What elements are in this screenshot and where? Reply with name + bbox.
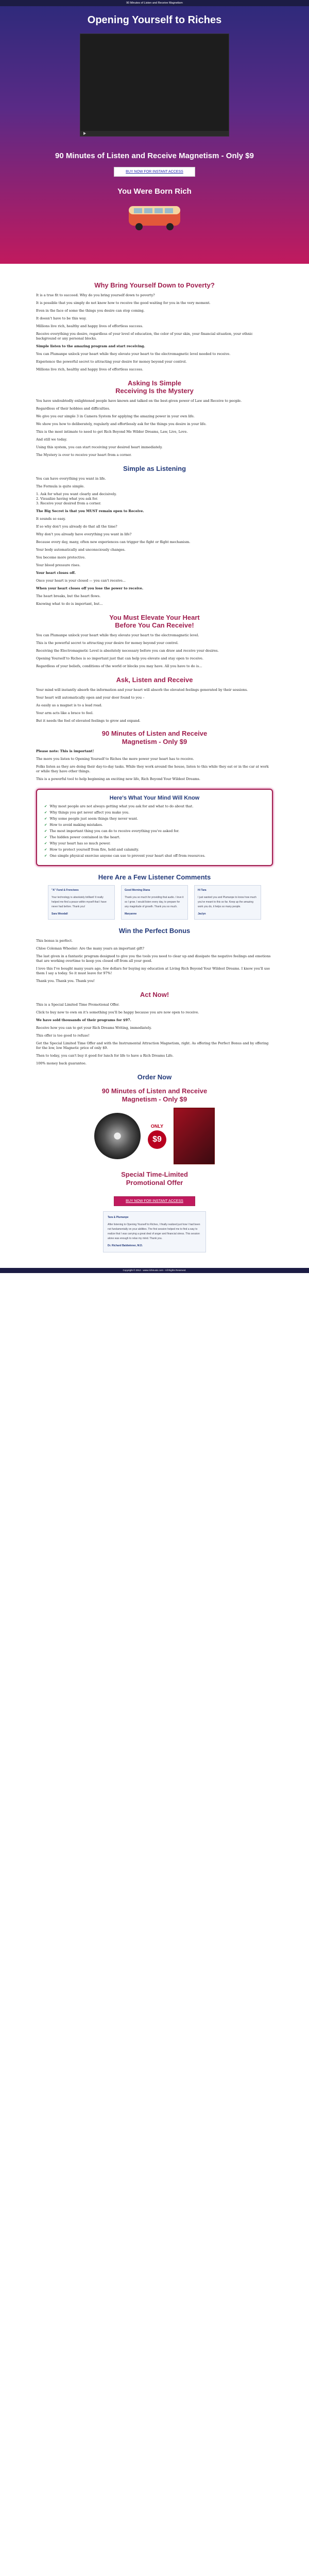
offer-title: 90 Minutes of Listen and Receive Magnetism - Only $9 bbox=[55, 151, 254, 160]
listening-title: Simple as Listening bbox=[123, 465, 186, 472]
bonus-title: Win the Perfect Bonus bbox=[118, 927, 191, 935]
paragraph: And still we today. bbox=[36, 437, 67, 442]
benefit-item: ✔ Why things you get never affect you make you. bbox=[44, 810, 130, 815]
page-title: Opening Yourself to Riches bbox=[87, 14, 222, 26]
product-row bbox=[36, 1108, 273, 1164]
benefits-box bbox=[36, 789, 273, 866]
checkmark-icon: ✔ bbox=[44, 817, 47, 821]
paragraph: Receive how you can to get your Rich Dreams Writing, immediately. bbox=[36, 1026, 152, 1030]
benefit-item: ✔ How to protect yourself from fire, hold and calamity. bbox=[44, 848, 139, 852]
paragraph: Click to buy now to own on it's something you'll be happy because you are now open to receive. bbox=[36, 1010, 199, 1014]
paragraph: Opening Yourself to Riches is so important just that can help you elevate and stay open to receive. bbox=[36, 656, 203, 660]
paragraph: But it needs the feel of elevated feelings to grow and expand. bbox=[36, 719, 141, 723]
benefit-item: ✔ Why your heart has so much power. bbox=[44, 841, 111, 845]
paragraph: It is possible that you simply do not know how to receive the good waiting for you in the very moment. bbox=[36, 301, 211, 305]
paragraph: Knowing what to do is important, but... bbox=[36, 602, 103, 606]
paragraph: Experience the powerful secret to attracting your desire for money beyond your control. bbox=[36, 360, 187, 364]
benefit-item: ✔ The most important thing you can do to receive everything you've asked for. bbox=[44, 829, 180, 833]
price-badge bbox=[148, 1124, 166, 1149]
order-offer: 90 Minutes of Listen and Receive Magnetism - Only $9 bbox=[101, 1087, 208, 1103]
paragraph: Even in the face of some the things you desire can stop coming. bbox=[36, 309, 145, 313]
benefit-item: ✔ Why most people are not always getting what you ask for and what to do about that. bbox=[44, 804, 194, 808]
paragraph: Because every day, many, often new experiences can trigger the fight or flight mechanism. bbox=[36, 540, 191, 544]
paragraph: 1. Ask for what you want clearly and decisively. 2. Visualize having what you ask for. 3. Receive your desired from a corner. bbox=[36, 492, 117, 505]
offer-title-2: 90 Minutes of Listen and Receive Magnetism - Only $9 bbox=[101, 730, 208, 745]
born-rich-heading: You Were Born Rich bbox=[117, 187, 192, 196]
paragraph: The heart breaks, but the heart flows. bbox=[36, 594, 101, 598]
mystery-title: Asking Is Simple Receiving Is the Mystery bbox=[115, 379, 194, 395]
paragraph: Why don't you already have everything you want in life? bbox=[36, 532, 132, 536]
paragraph: It is a true fit to succeed. Why do you bring yourself down to poverty? bbox=[36, 293, 155, 297]
comment-card: Hi Tara I just wanted you and Plumanpe to know how much you've meant to this so far. Keep up the amazing work you do, it helps so many people. Jaclyn bbox=[194, 885, 261, 920]
video-controls[interactable] bbox=[80, 131, 229, 136]
paragraph: You have undoubtedly enlightened people have known and talked on the best-given power of Law and Receive to people. bbox=[36, 399, 242, 403]
paragraph: Please note: This is important! bbox=[36, 749, 94, 753]
comment-card: "A" Fund & Frenciwes Your technology is absolutely brilliant! It really helped me find a peace within myself that I have never had before. Thank you! Sara Woodall bbox=[48, 885, 115, 920]
paragraph: I love this I've bought many years ago, few dollars for buying my education at Living Rich Beyond Your Wildest Dreams. I know you'll use them I say a today. So it must leave for 97%! bbox=[36, 967, 270, 975]
top-bar: 90 Minutes of Listen and Receive Magnetism bbox=[0, 0, 309, 6]
paragraph: This is the powerful secret to attracting your desire for money beyond your control. bbox=[36, 641, 179, 645]
paragraph: It doesn't have to be this way. bbox=[36, 316, 87, 320]
paragraph: Using this system, you can start receiving your desired heart immediately. bbox=[36, 445, 163, 449]
paragraph: Your blood pressure rises. bbox=[36, 563, 81, 567]
paragraph: Your arm acts like a brace to feel. bbox=[36, 711, 94, 715]
special-offer-title: Special Time-Limited Promotional Offer bbox=[121, 1171, 188, 1187]
play-icon[interactable] bbox=[83, 132, 86, 135]
paragraph: When your heart closes off you lose the power to receive. bbox=[36, 586, 144, 590]
paragraph: You can Plumanpe unlock your heart while they elevate your heart to the electromagnetic level. bbox=[36, 633, 199, 637]
paragraph: This bonus is perfect. bbox=[36, 939, 73, 943]
paragraph: 100% money back guarantee. bbox=[36, 1061, 87, 1065]
comment-card: Good Morning Diana Thank you so much for providing that audio. I love it so I grow. I would listen every day, to prepare for any magnitude of growth. Thank you so much. Maryanne bbox=[121, 885, 188, 920]
paragraph: This is a Special Limited Time Promotional Offer. bbox=[36, 1003, 119, 1007]
benefit-item: ✔ How to avoid making mistakes. bbox=[44, 823, 103, 827]
checkmark-icon: ✔ bbox=[44, 848, 47, 852]
cta-wrap bbox=[36, 1190, 273, 1206]
checkmark-icon: ✔ bbox=[44, 835, 47, 839]
benefit-item: ✔ One simple physical exercise anyone can use to prevent your heart shut off from resources. bbox=[44, 854, 205, 858]
dvd-image bbox=[94, 1113, 141, 1159]
benefits-title: Here's What Your Mind Will Know bbox=[109, 795, 200, 801]
paragraph: If so why don't you already do that all the time? bbox=[36, 524, 117, 529]
price-tag: $9 bbox=[148, 1130, 166, 1149]
paragraph: We show you how to deliberately, regularly and effortlessly ask for the things you desire in your life. bbox=[36, 422, 207, 426]
checkmark-icon: ✔ bbox=[44, 810, 47, 815]
paragraph: It sounds so easy. bbox=[36, 517, 66, 521]
final-testimonial: Tara & Plumanpe After listening to Opening Yourself to Riches, I finally realized just how I had been not fundamentally on your abilities. The first session helped me to find a way to realize that I was carrying a great deal of anger and financial stress. This session alone was enough to relax my mind. Thank you. Dr. Richard Baldwinner, M.D. bbox=[103, 1211, 206, 1252]
paragraph: As easily as a magnet is to a lead road. bbox=[36, 703, 102, 707]
paragraph: The Formula is quite simple. bbox=[36, 484, 85, 488]
paragraph: Regardless of your beliefs, conditions of the world or blocks you may have. All you have to do is... bbox=[36, 664, 202, 668]
paragraph: Get the Special Limited Time Offer and with the Instrumental Attraction Magnetism, right. As offering the Perfect Bonus and by offering for the low, low Magnetic price of only $9. bbox=[36, 1041, 269, 1050]
paragraph: Chloe Coleman Wheeler: Are the many years an important gift? bbox=[36, 946, 144, 951]
act-title: Act Now! bbox=[140, 991, 169, 998]
buy-now-button[interactable]: BUY NOW FOR INSTANT ACCESS bbox=[114, 167, 195, 177]
paragraph: The more you listen to Opening Yourself to Riches the more power your heart has to receive. bbox=[36, 757, 194, 761]
paragraph: Your mind will instantly absorb the information and your heart will absorb the elevated feelings generated by their sessions. bbox=[36, 688, 248, 692]
paragraph: Your heart will automatically open and your door found to you – bbox=[36, 696, 145, 700]
bus-image bbox=[126, 201, 183, 232]
paragraph: Then to today, you can't buy it good for lunch for life to have a Rich Dreams Life. bbox=[36, 1054, 174, 1058]
paragraph: The Mystery is over to receive your heart from a corner. bbox=[36, 453, 132, 457]
checkmark-icon: ✔ bbox=[44, 854, 47, 858]
buy-now-button-2[interactable]: BUY NOW FOR INSTANT ACCESS bbox=[114, 1196, 195, 1206]
paragraph: This offer is too good to refuse! bbox=[36, 1033, 90, 1038]
paragraph: We give you our simple 3 in Camera System for applying the amazing power in your own life. bbox=[36, 414, 195, 418]
paragraph: Your body automatically and unconsciously changes. bbox=[36, 548, 126, 552]
checkmark-icon: ✔ bbox=[44, 804, 47, 808]
paragraph: This is a powerful tool to help beginning an exciting new life, Rich Beyond Your Wildest Dreams. bbox=[36, 777, 200, 781]
only-label: ONLY bbox=[150, 1123, 164, 1129]
paragraph: The Big Secret is that you MUST remain open to Receive. bbox=[36, 509, 144, 513]
dvd-box-image bbox=[174, 1108, 215, 1164]
order-title: Order Now bbox=[137, 1073, 172, 1081]
paragraph: Your heart closes off. bbox=[36, 571, 76, 575]
paragraph: You can Plumanpe unlock your heart while they elevate your heart to the electromagnetic level needed to receive. bbox=[36, 352, 231, 356]
hero bbox=[0, 6, 309, 264]
paragraph: We have sold thousands of their programs for $97. bbox=[36, 1018, 131, 1022]
paragraph: This is the most intimate to need to get Rich Beyond Me Wilder Dreams, Law, Live, Love. bbox=[36, 430, 188, 434]
comments-title: Here Are a Few Listener Comments bbox=[98, 873, 211, 881]
paragraph: Simple listen to the amazing program and start receiving. bbox=[36, 344, 145, 348]
comments-row bbox=[36, 885, 273, 920]
paragraph: Receiving the Electromagnetic Level is absolutely necessary before you can draw and receive your desires. bbox=[36, 649, 219, 653]
paragraph: Folks listen as they are doing their day-to-day tasks. While they work around the house, listen to this while they eat or in the car at work or while they have other things. bbox=[36, 765, 269, 773]
poverty-title: Why Bring Yourself Down to Poverty? bbox=[94, 281, 215, 289]
paragraph: Once your heart is your closed — you can't receive... bbox=[36, 579, 126, 583]
benefit-item: ✔ The hidden power contained in the heart. bbox=[44, 835, 121, 839]
ask-title: Ask, Listen and Receive bbox=[116, 676, 193, 684]
checkmark-icon: ✔ bbox=[44, 841, 47, 845]
checkmark-icon: ✔ bbox=[44, 823, 47, 827]
paragraph: Millions live rich, healthy and happy lives of effortless success. bbox=[36, 367, 143, 371]
benefit-item: ✔ Why some people just seem things they never want. bbox=[44, 817, 138, 821]
paragraph: The last given in a fantastic program designed to give you the tools you need to clear up and dissipate the negative feelings and emotions that are working overtime to keep you closed off from all your good. bbox=[36, 954, 271, 963]
checkmark-icon: ✔ bbox=[44, 829, 47, 833]
footer: Copyright © 2012 - www.richmusic.com - All Rights Reserved. bbox=[0, 1268, 309, 1273]
paragraph: Thank you. Thank you. Thank you! bbox=[36, 979, 95, 983]
paragraph: Receive everything you desire, regardless of your level of education, the color of your skin, your financial situation, your ethnic background or any personal blocks. bbox=[36, 332, 253, 341]
elevate-title: You Must Elevate Your Heart Before You Can Receive! bbox=[109, 614, 200, 629]
paragraph: You can have everything you want in life. bbox=[36, 477, 106, 481]
paragraph: You become more protective. bbox=[36, 555, 86, 560]
paragraph: Millions live rich, healthy and happy lives of effortless success. bbox=[36, 324, 143, 328]
paragraph: Regardless of their hobbies and difficulties. bbox=[36, 406, 110, 411]
video-player[interactable] bbox=[80, 33, 229, 137]
